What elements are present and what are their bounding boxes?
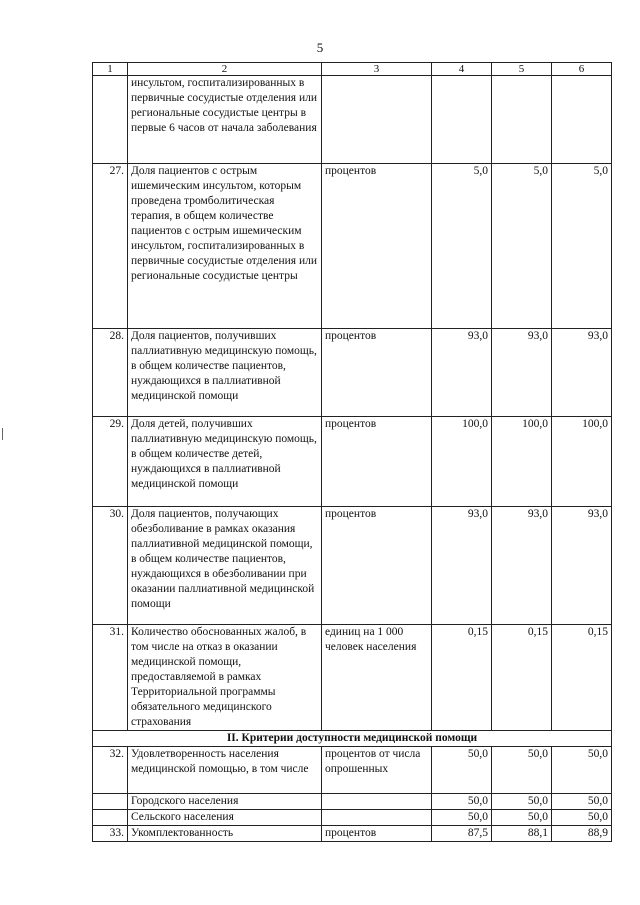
header-cell: 2: [128, 63, 322, 76]
value-cell: 100,0: [552, 417, 612, 507]
page-number: 5: [316, 40, 324, 55]
indicator-cell: Городского населения: [128, 794, 322, 810]
value-cell: 5,0: [492, 164, 552, 329]
indicator-cell: Доля пациентов, получивших паллиативную медицинскую помощь, в общем количестве пациентов, нуждающихся в паллиативной медицинской помощи: [128, 329, 322, 417]
value-cell: 93,0: [432, 329, 492, 417]
indicator-cell: Укомплектованность: [128, 826, 322, 842]
table-row: [93, 329, 612, 417]
value-cell: [492, 76, 552, 164]
value-cell: 50,0: [432, 747, 492, 794]
header-cell: 4: [432, 63, 492, 76]
indicator-cell: Количество обоснованных жалоб, в том числе на отказ в оказании медицинской помощи, предоставляемой в рамках Территориальной программы обязательного медицинского страхования: [128, 625, 322, 731]
row-number: [93, 794, 128, 810]
value-cell: 5,0: [552, 164, 612, 329]
table-row: [93, 747, 612, 794]
value-cell: 88,1: [492, 826, 552, 842]
value-cell: 87,5: [432, 826, 492, 842]
header-row: [93, 63, 612, 76]
value-cell: [552, 76, 612, 164]
table-row: [93, 507, 612, 625]
row-number: 31.: [93, 625, 128, 731]
value-cell: 50,0: [432, 794, 492, 810]
table-row: [93, 417, 612, 507]
unit-cell: единиц на 1 000 человек населения: [322, 625, 432, 731]
table-row: [93, 76, 612, 164]
table-row: [93, 826, 612, 842]
indicator-cell: Доля детей, получивших паллиативную медицинскую помощь, в общем количестве детей, нуждающихся в паллиативной медицинской помощи: [128, 417, 322, 507]
value-cell: 93,0: [432, 507, 492, 625]
row-number: 33.: [93, 826, 128, 842]
unit-cell: процентов: [322, 164, 432, 329]
header-cell: 3: [322, 63, 432, 76]
section-row: [93, 731, 612, 747]
unit-cell: [322, 810, 432, 826]
row-number: 29.: [93, 417, 128, 507]
table-row: [93, 625, 612, 731]
value-cell: 50,0: [492, 747, 552, 794]
section-heading: II. Критерии доступности медицинской помощи: [93, 731, 612, 747]
table-row: [93, 794, 612, 810]
unit-cell: процентов от числа опрошенных: [322, 747, 432, 794]
unit-cell: процентов: [322, 417, 432, 507]
value-cell: 50,0: [552, 794, 612, 810]
row-number: [93, 76, 128, 164]
unit-cell: процентов: [322, 826, 432, 842]
header-cell: 6: [552, 63, 612, 76]
unit-cell: [322, 794, 432, 810]
value-cell: 100,0: [432, 417, 492, 507]
row-number: [93, 810, 128, 826]
header-cell: 5: [492, 63, 552, 76]
value-cell: 93,0: [492, 329, 552, 417]
row-number: 27.: [93, 164, 128, 329]
row-number: 32.: [93, 747, 128, 794]
value-cell: [432, 76, 492, 164]
unit-cell: [322, 76, 432, 164]
indicator-cell: Доля пациентов, получающих обезболивание в рамках оказания паллиативной медицинской помощи, в общем количестве пациентов, нуждающихся в обезболивании при оказании паллиативной медицинской помощи: [128, 507, 322, 625]
indicator-cell: Удовлетворенность населения медицинской помощью, в том числе: [128, 747, 322, 794]
indicator-cell: Сельского населения: [128, 810, 322, 826]
value-cell: 0,15: [552, 625, 612, 731]
criteria-table: [92, 62, 612, 842]
value-cell: 88,9: [552, 826, 612, 842]
value-cell: 93,0: [552, 329, 612, 417]
unit-cell: процентов: [322, 507, 432, 625]
table-row: [93, 164, 612, 329]
indicator-cell: инсультом, госпитализированных в первичные сосудистые отделения или региональные сосудистые центры в первые 6 часов от начала заболевания: [128, 76, 322, 164]
row-number: 28.: [93, 329, 128, 417]
value-cell: 0,15: [492, 625, 552, 731]
value-cell: 50,0: [552, 747, 612, 794]
unit-cell: процентов: [322, 329, 432, 417]
value-cell: 50,0: [492, 794, 552, 810]
value-cell: 93,0: [492, 507, 552, 625]
value-cell: 50,0: [492, 810, 552, 826]
value-cell: 50,0: [552, 810, 612, 826]
indicator-cell: Доля пациентов с острым ишемическим инсультом, которым проведена тромболитическая терапия, в общем количестве пациентов с острым ишемическим инсультом, госпитализированных в первичные сосудистые отделения или региональные сосудистые центры: [128, 164, 322, 329]
header-cell: 1: [93, 63, 128, 76]
value-cell: 93,0: [552, 507, 612, 625]
row-number: 30.: [93, 507, 128, 625]
value-cell: 100,0: [492, 417, 552, 507]
value-cell: 0,15: [432, 625, 492, 731]
table-row: [93, 810, 612, 826]
value-cell: 50,0: [432, 810, 492, 826]
value-cell: 5,0: [432, 164, 492, 329]
scan-mark: [2, 428, 3, 440]
